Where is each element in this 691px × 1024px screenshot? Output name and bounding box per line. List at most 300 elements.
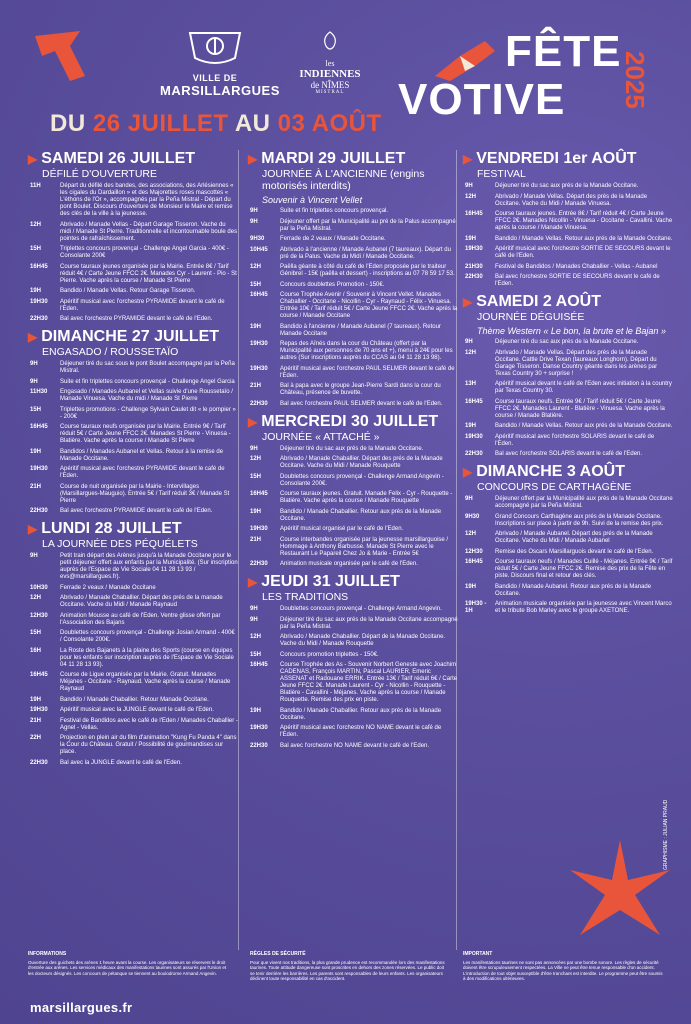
event-time: 12H xyxy=(250,634,262,640)
column-3 xyxy=(463,150,673,620)
crest-icon xyxy=(180,28,250,68)
svg-text:2025: 2025 xyxy=(620,51,650,109)
event-time: 9H xyxy=(465,183,473,189)
event-row xyxy=(28,595,238,609)
event-row xyxy=(248,708,458,722)
day-title-text: JEUDI 31 JUILLET xyxy=(261,573,400,590)
footer-info xyxy=(28,952,228,976)
event-time: 22H30 xyxy=(30,316,48,322)
triangle-icon: ▶ xyxy=(463,465,473,479)
event-text: Doublettes concours provençal - Challenge Armand Angevin - Consolante 200€. xyxy=(280,473,444,487)
event-time: 16H45 xyxy=(30,263,48,270)
event-text: Abrivado / Manade Vellas. Départ des prés de la Manade Occitane. Cattle Drive Texan (taureaux Longhorn). Départ du Garage Tisseron. Danse Country géante dans les arènes par Texas Country 30 + surprise ! xyxy=(495,349,658,377)
event-time: 19H30 xyxy=(30,707,48,713)
event-row xyxy=(28,672,238,693)
year-vertical xyxy=(612,46,652,136)
triangle-icon: ▶ xyxy=(463,295,473,309)
event-row xyxy=(248,652,458,659)
event-row xyxy=(248,634,458,648)
event-time: 19H30 xyxy=(250,365,268,372)
event-row xyxy=(28,630,238,644)
day-title-text: DIMANCHE 3 AOÛT xyxy=(476,463,625,480)
event-time: 12H xyxy=(465,531,477,537)
event-row xyxy=(28,585,238,592)
event-row xyxy=(28,246,238,260)
event-row xyxy=(28,508,238,515)
arrow-icon xyxy=(30,26,90,86)
event-text: Bal avec l'orchestre PAUL SELMER devant le café de l'Eden. xyxy=(280,400,443,407)
event-row xyxy=(28,735,238,756)
event-row xyxy=(463,496,673,510)
event-row xyxy=(463,211,673,232)
event-text: Apéritif musical avec l'orchestre PYRAMIDE devant le café de l'Eden. xyxy=(60,298,225,312)
column-2 xyxy=(248,150,458,755)
event-time: 22H30 xyxy=(30,759,48,766)
event-text: Déjeuner offert par la Municipalité aux prés de la Manade Occitane accompagné par la Peña Mistral. xyxy=(495,496,673,509)
event-text: Apéritif musical devant le café de l'Eden avec initiation à la country par Texas Country 30. xyxy=(495,381,672,394)
event-time: 13H xyxy=(465,381,477,387)
day-vendredi-1 xyxy=(463,150,673,288)
event-time: 15H xyxy=(30,406,42,413)
day-jeudi-31 xyxy=(248,573,458,750)
day-title-text: LUNDI 28 JUILLET xyxy=(41,520,182,537)
footer-security-text: Pour que vivent nos traditions, la plus grande prudence est recommandée lors des manifestations taurines. Toute attitude dangereuse sont proscrites en dehors des zones réservées. Le public doit se tenir derrière les barrières. Les parents sont responsables de leurs enfants. Les organisateurs déclinent toute responsabilité en cas d'accident. xyxy=(250,959,445,982)
event-row xyxy=(463,434,673,448)
event-row xyxy=(28,316,238,323)
event-time: 16H45 xyxy=(250,662,268,668)
event-row xyxy=(28,707,238,714)
logo-line2: MARSILLARGUES xyxy=(160,83,280,98)
event-text: Suite et fin triplettes concours provençal - Challenge Angel Garcia xyxy=(60,378,235,385)
triangle-icon: ▶ xyxy=(28,152,38,166)
event-text: Abrivado / Manade Vellas - Départ Garage Tisseron. Vache du midi / Manade St Pierre. Traditionnelle et incontournable boule des pointes de rafraîchissement. xyxy=(60,221,238,242)
day-title xyxy=(463,293,673,311)
triangle-icon: ▶ xyxy=(28,330,38,344)
day-samedi-2 xyxy=(463,293,673,458)
event-time: 21H xyxy=(30,717,42,724)
graphisme-credit: GRAPHISME : JULIAN PRAUD xyxy=(663,799,669,870)
event-time: 12H xyxy=(30,595,42,601)
title-fete: FÊTE xyxy=(505,27,622,76)
event-row xyxy=(463,423,673,430)
event-row xyxy=(248,292,458,320)
event-time: 21H xyxy=(250,536,262,543)
footer-info-title: INFORMATIONS xyxy=(28,951,67,957)
event-text: Déjeuner tiré du sac aux prés de la Manade Occitane. xyxy=(280,445,424,452)
event-time: 10H30 xyxy=(30,584,48,591)
event-time: 19H30 xyxy=(465,433,483,440)
event-text: Abrivado / Manade Vellas. Départ des prés de la Manade Occitane. Vache du Midi / Manade Vinuesa. xyxy=(495,193,648,207)
event-time: 22H30 xyxy=(30,508,48,514)
event-time: 21H xyxy=(30,483,42,490)
event-row xyxy=(463,194,673,208)
event-time: 12H xyxy=(465,349,477,356)
event-time: 16H45 xyxy=(30,672,48,678)
day-title xyxy=(248,573,458,591)
day-lundi-28 xyxy=(28,520,238,767)
event-row xyxy=(463,399,673,420)
event-text: Animation Mousse au café de l'Eden. Ventre glisse offert par l'Association des Bajans xyxy=(60,612,221,626)
event-time: 19H30 xyxy=(250,526,268,532)
event-text: Course tauraux jeunes. Entrée 8€ / Tarif réduit 4€ / Carte Jeune FFCC 2€. Manades Nicollin - Vinuesa - Occitane - Cavallini. Vache après la course / Manade Vinuesa. xyxy=(495,211,673,231)
event-text: Bandidos / Manades Aubanel et Vellas. Retour à la remise de Manade Occitane. xyxy=(60,448,224,462)
event-row xyxy=(463,549,673,556)
event-row xyxy=(28,183,238,218)
event-time: 19H xyxy=(30,696,42,703)
event-time: 19H30 xyxy=(250,725,268,731)
event-row xyxy=(28,424,238,445)
day-subtitle-2: Souvenir à Vincent Vellet xyxy=(262,195,363,205)
event-time: 19H30 xyxy=(30,466,48,472)
event-time: 9H30 xyxy=(465,513,480,520)
event-text: Bandido / Manade Vellas. Retour aux prés de la Manade Occitane. xyxy=(495,235,673,242)
day-title xyxy=(248,150,458,168)
header xyxy=(0,0,691,150)
event-text: Abrivado / Manade Chaballier. Départ de la Manade Occitane. Vache du Midi / Manade Rouquette xyxy=(280,634,446,647)
event-time: 16H45 xyxy=(465,398,483,405)
event-time: 19H30 xyxy=(250,341,268,347)
event-time: 15H xyxy=(30,630,42,636)
event-time: 16H45 xyxy=(30,424,48,430)
event-text: Bandido / Manade Chaballier. Retour aux prés de la Manade Occitane. xyxy=(280,707,442,721)
event-text: Course tauraux jeunes. Gratuit. Manade Felix - Cyr - Rouquette - Blatière. Vache après la course / Manade Rouquette xyxy=(280,491,453,504)
event-row xyxy=(248,743,458,750)
event-row xyxy=(28,648,238,669)
event-time: 12H xyxy=(250,456,262,462)
event-text: Déjeuner tiré du sac aux prés de la Manade Occitane. xyxy=(495,339,639,345)
day-title-text: MARDI 29 JUILLET xyxy=(261,150,406,167)
column-divider xyxy=(238,150,239,950)
event-text: Remise des Oscars Marsillarguois devant le café de l'Eden. xyxy=(495,548,654,555)
event-text: Apéritif musical avec l'orchestre NO NAME devant le café de l'Eden. xyxy=(280,725,442,738)
event-text: Repas des Aînés dans la cour du Château (offert par la Municipalité aux personnes de 70 ans et +), menu à 24€ pour les autres (Sur inscriptions auprès du CCAS au 04 11 28 13 98). xyxy=(280,341,453,361)
event-time: 9H xyxy=(250,606,258,612)
event-time: 9H xyxy=(465,339,473,345)
event-text: Animation musicale organisée par le café de l'Eden. xyxy=(280,561,418,567)
event-text: Bal avec l'orchestre SORTIE DE SECOURS devant le café de l'Eden. xyxy=(495,274,660,287)
event-text: Déjeuner offert par la Municipalité au pré de la Palus accompagné par la Peña Mistral. xyxy=(280,218,456,232)
event-time: 9H30 xyxy=(250,236,265,242)
event-row xyxy=(463,559,673,580)
event-row xyxy=(463,274,673,288)
event-row xyxy=(248,247,458,261)
footer-important-text: Les manifestations taurines ne sont pas annoncées par une bombe sonore. Les règles de sécurité doivent être scrupuleusement respectées. La Ville ne peut être tenue responsable d'un accident. L'introduction de tout objet susceptible d'être tranchant est interdite. Le programme peut être soumis à des modifications ultérieures. xyxy=(463,959,663,982)
day-title-text: DIMANCHE 27 JUILLET xyxy=(41,328,220,345)
event-text: Doublettes concours provençal - Challenge Josian Armand - 400€ / Consolante 200€. xyxy=(60,630,235,643)
event-text: Abrivado / Manade Chaballier. Départ des prés de la manade Occitane. Vache du Midi / Manade Raynaud xyxy=(60,595,223,608)
event-time: 9H xyxy=(250,616,258,623)
event-time: 15H xyxy=(250,473,262,480)
day-samedi-26 xyxy=(28,150,238,323)
event-text: Bandido à l'ancienne / Manade Aubanel (7 taureaux). Retour Manade Occitane xyxy=(280,323,441,337)
event-row xyxy=(28,389,238,403)
event-text: Petit train départ des Arènes jusqu'à la Manade Occitane pour le petit déjeuner offert aux enfants par la Municipalité. (Sur inscription auprès de l'Espace de Vie Sociale 04 11 28 13 93 / evs@marsillargues.fr). xyxy=(60,553,238,580)
day-title xyxy=(28,520,238,538)
event-time: 19H30 - 1H xyxy=(465,601,487,614)
event-text: Ferrade 2 veaux / Manade Occitane xyxy=(60,584,156,591)
event-row xyxy=(248,236,458,243)
logo-indiennes[interactable] xyxy=(290,30,370,100)
event-time: 9H xyxy=(30,553,38,559)
column-1 xyxy=(28,150,238,772)
event-time: 10H45 xyxy=(250,246,268,253)
event-text: Course interbandes organisée par la jeunesse marsillarguoise / Hommage à Anthony Barbusse. Manade St Pierre avec le Restaurant Le Papareil Chez Jo & Marie - Entrée 5€ xyxy=(280,536,449,557)
event-time: 21H30 xyxy=(465,263,483,270)
event-row xyxy=(248,456,458,470)
event-row xyxy=(248,537,458,558)
event-time: 22H30 xyxy=(250,742,268,749)
day-subtitle: CONCOURS DE CARTHAGÈNE xyxy=(477,481,632,493)
event-time: 12H xyxy=(250,264,262,270)
event-row xyxy=(463,264,673,271)
event-text: Apéritif musical avec l'orchestre PYRAMIDE devant le café de l'Eden. xyxy=(60,466,225,479)
event-time: 11H30 xyxy=(30,389,48,395)
footer-important xyxy=(463,952,663,982)
event-text: Bal à papa avec le groupe Jean-Pierre Sardi dans la cour du Château, présence de buvette. xyxy=(280,383,441,396)
day-title xyxy=(28,328,238,346)
event-time: 22H30 xyxy=(465,274,483,280)
event-time: 19H30 xyxy=(465,246,483,252)
dates-au: AU xyxy=(228,110,278,137)
event-text: Course tauraux neufs. Entrée 9€ / Tarif réduit 5€ / Carte Jeune FFCC 2€. Manades Laurent - Blatière - Vinuesa. Vache après la course / Manade Blatière. xyxy=(495,398,665,419)
event-text: Bal avec l'orchestre PYRAMIDE devant le café de l'Eden. xyxy=(60,316,213,322)
event-time: 12H30 xyxy=(30,612,48,619)
event-row xyxy=(463,381,673,395)
dates-du: DU xyxy=(50,110,93,137)
event-row xyxy=(248,617,458,631)
event-row xyxy=(28,718,238,732)
event-row xyxy=(28,697,238,704)
day-subtitle: LA JOURNÉE DES PÉQUÉLETS xyxy=(42,538,198,550)
footer-important-title: IMPORTANT xyxy=(463,951,493,957)
event-time: 16H xyxy=(30,647,42,654)
day-subtitle: JOURNÉE À L'ANCIENNE (engins motorisés interdits) xyxy=(262,168,425,192)
event-text: Festival de Bandidos avec le café de l'Eden / Manades Chaballier - Agnel - Vellas. xyxy=(60,717,238,731)
event-row xyxy=(248,662,458,704)
event-text: Festival de Bandidos / Manades Chaballier - Vellas - Aubanel xyxy=(495,263,658,270)
event-time: 21H xyxy=(250,383,262,389)
event-time: 9H xyxy=(250,218,258,225)
event-text: Ferrade de 2 veaux / Manade Occitane. xyxy=(280,236,386,242)
event-text: Animation musicale organisée par la jeunesse avec Vincent Marco et le tribute Bob Marley avec le groupe AXETONE. xyxy=(495,601,672,614)
day-subtitle-2: Thème Western « Le bon, la brute et le Bajan » xyxy=(477,326,666,336)
day-subtitle: JOURNÉE DÉGUISÉE xyxy=(477,311,585,323)
event-time: 19H xyxy=(30,448,42,455)
day-dimanche-27 xyxy=(28,328,238,515)
event-time: 9H xyxy=(250,208,258,214)
event-time: 19H xyxy=(250,323,262,330)
event-row xyxy=(28,466,238,480)
indiennes-line1: INDIENNES xyxy=(299,68,361,80)
indiennes-line2: de NÎMES xyxy=(310,80,350,90)
event-row xyxy=(248,509,458,523)
event-time: 19H xyxy=(250,508,262,515)
day-subtitle: FESTIVAL xyxy=(477,168,526,180)
event-row xyxy=(248,401,458,408)
triangle-icon: ▶ xyxy=(463,152,473,166)
event-text: Déjeuner tiré du sac sous le pont Boulet accompagné par la Peña Mistral. xyxy=(60,361,235,374)
event-row xyxy=(463,584,673,598)
event-text: Triplettes promotions - Challenge Sylvain Caulet dit « le pompier » - 200€ xyxy=(60,406,236,420)
day-title xyxy=(248,413,458,431)
event-time: 12H xyxy=(465,193,477,200)
event-text: Bandido / Manade Chaballier. Retour aux prés de la Manade Occitane. xyxy=(280,508,442,522)
event-text: Déjeuner tiré du sac aux prés de la Manade Occitane accompagné par la Peña Mistral. xyxy=(280,616,458,630)
event-time: 19H xyxy=(465,423,477,429)
event-row xyxy=(463,236,673,243)
event-time: 16H45 xyxy=(250,491,268,497)
event-time: 16H45 xyxy=(465,559,483,565)
event-text: Abrivado / Manade Chaballier. Départ des prés de la Manade Occitane. Vache du Midi / Manade Rouquette xyxy=(280,456,443,469)
event-text: Course tauraux neufs organisée par la Mairie. Entrée 9€ / Tarif réduit 5€ / Carte Jeune FFCC 2€. Manades St Pierre - Vinuesa - Blatière. Vache après la course / Manade St Pierre xyxy=(60,424,231,444)
triangle-icon: ▶ xyxy=(248,152,258,166)
event-row xyxy=(248,341,458,362)
event-time: 22H30 xyxy=(465,451,483,457)
dates-end: 03 AOÛT xyxy=(277,110,382,137)
event-row xyxy=(463,246,673,260)
day-title-text: SAMEDI 2 AOÛT xyxy=(476,293,601,310)
event-row xyxy=(248,282,458,289)
event-row xyxy=(463,531,673,545)
event-row xyxy=(28,379,238,386)
event-text: Apéritif musical organisé par le café de l'Eden. xyxy=(280,526,404,532)
event-text: Abrivado / Manade Aubanel. Départ des prés de la Manade Occitane. Vache du Midi / Manade Aubanel xyxy=(495,531,653,544)
event-text: Apéritif musical avec l'orchestre PAUL SELMER devant le café de l'Eden. xyxy=(280,365,455,379)
event-row xyxy=(248,561,458,568)
event-text: Projection en plein air du film d'animation "Kung Fu Panda 4" dans la Cour du Château. Gratuit / Possibilité de gourmandises sur place. xyxy=(60,735,237,755)
event-text: Course tauraux neufs / Manades Cuillé - Méjanes. Entrée 9€ / Tarif réduit 5€ / Carte Jeune FFCC 2€. Remise des prix de la Fête en piste. Discours final et retour des clés. xyxy=(495,559,673,579)
event-row xyxy=(248,474,458,488)
event-text: Apéritif musical avec l'orchestre SORTIE DE SECOURS devant le café de l'Eden. xyxy=(495,246,671,259)
event-time: 11H xyxy=(30,183,41,189)
event-row xyxy=(248,491,458,505)
logo-marsillargues[interactable] xyxy=(160,28,280,98)
starburst-icon xyxy=(560,830,680,950)
event-row xyxy=(463,339,673,346)
event-row xyxy=(28,613,238,627)
event-text: Déjeuner tiré du sac aux prés de la Manade Occitane. xyxy=(495,183,639,189)
event-row xyxy=(28,361,238,375)
event-row xyxy=(28,264,238,285)
day-mardi-29 xyxy=(248,150,458,408)
event-text: Suite et fin triplettes concours provençal. xyxy=(280,208,389,214)
event-row xyxy=(28,299,238,313)
event-time: 19H xyxy=(30,288,42,294)
event-time: 15H xyxy=(250,651,262,658)
event-time: 15H xyxy=(250,281,262,288)
day-subtitle: LES TRADITIONS xyxy=(262,591,349,603)
event-time: 19H xyxy=(465,583,477,590)
day-title xyxy=(463,463,673,481)
event-text: Course de Ligue organisée par la Mairie. Gratuit. Manades Méjanes - Occitane - Raynaud. Vache après la course / Manade Raynaud xyxy=(60,672,231,692)
event-text: Bal avec l'orchestre NO NAME devant le café de l'Eden. xyxy=(280,742,430,749)
event-text: Apéritif musical avec la JUNGLE devant le café de l'Eden. xyxy=(60,707,214,713)
website-link[interactable]: marsillargues.fr xyxy=(30,1000,133,1015)
triangle-icon: ▶ xyxy=(248,414,258,429)
event-time: 12H xyxy=(30,221,42,228)
event-time: 12H30 xyxy=(465,548,483,555)
footer-info-text: Ouverture des guichets des arènes 1 heure avant la course. Les organisateurs se réservent le droit d'entrée aux arènes. Les services médicaux des manifestations taurines sont assurés par l'Union et les docteurs désignés. Les concours de pétanque se tiennent au boulodrome Armand Angevin. xyxy=(28,959,227,976)
event-row xyxy=(463,601,673,615)
event-text: Abrivado à l'ancienne / Manade Aubanel (7 taureaux). Départ du pré de la Palus. Vache du Midi / Manade Occitane. xyxy=(280,246,451,260)
event-row xyxy=(28,288,238,295)
event-row xyxy=(248,725,458,739)
event-time: 22H30 xyxy=(250,561,268,567)
event-time: 9H xyxy=(30,378,38,385)
event-row xyxy=(248,264,458,278)
event-row xyxy=(28,760,238,767)
footer-security xyxy=(250,952,450,982)
triangle-icon: ▶ xyxy=(28,522,38,536)
event-time: 16H45 xyxy=(250,292,268,298)
event-text: Course tauraux jeunes organisée par la Mairie. Entrée 8€ / Tarif réduit 4€ / Carte Jeune FFCC 2€. Manades Cyr - Laurent - Pio - St Pierre. Vache après la course / Manade St Pierre xyxy=(60,263,237,284)
event-text: Paëlla géante à côté du café de l'Eden proposée par le traiteur Génibrel - 15€ (paëlla et dessert) - inscriptions au 07 78 59 17 53. xyxy=(280,264,455,277)
event-time: 19H xyxy=(465,235,477,242)
event-text: Concours doublettes Promotion - 150€. xyxy=(280,281,385,288)
title-votive: VOTIVE xyxy=(398,75,566,124)
event-row xyxy=(28,484,238,505)
event-text: Bal avec la JUNGLE devant le café de l'Eden. xyxy=(60,759,182,766)
indiennes-emblem-icon xyxy=(320,30,340,54)
event-time: 19H xyxy=(250,707,262,714)
day-title-text: MERCREDI 30 JUILLET xyxy=(261,412,439,430)
event-time: 16H45 xyxy=(465,211,483,217)
day-title xyxy=(28,150,238,168)
day-subtitle: JOURNÉE « ATTACHÉ » xyxy=(262,430,380,443)
event-row xyxy=(463,451,673,458)
event-row xyxy=(248,383,458,397)
event-row xyxy=(248,219,458,233)
event-row xyxy=(28,553,238,581)
event-time: 19H30 xyxy=(30,298,48,305)
event-text: Engasado / Manades Aubanel et Vellas suivie d'une Roussetaïo / Manade Vinuesa. Vache du midi / Manade St Pierre xyxy=(60,389,233,402)
event-row xyxy=(248,324,458,338)
event-time: 9H xyxy=(30,361,38,367)
event-text: Course Trophée Avenir / Souvenir à Vincent Vellet. Manades Chaballier - Occitane - Nicollin - Cyr - Raynaud - Félix - Vinuesa. Entrée 10€ / Tarif réduit 5€ / Carte Jeune FFCC 2€. Vache après la course / Manade Occitane xyxy=(280,292,458,319)
event-text: La Roste des Bajanets à la plaine des Sports (course en équipes pour les enfants sur inscription auprès de l'Espace de Vie Sociale 04 11 28 13 93). xyxy=(60,647,234,668)
dates-range xyxy=(50,110,382,138)
day-dimanche-3 xyxy=(463,463,673,615)
day-subtitle: DÉFILÉ D'OUVERTURE xyxy=(42,168,157,180)
event-text: Course Trophée des As - Souvenir Norbert Geneste avec Joachim CADENAS, François MARTIN, Pascal LAURIER, Emeric ASSENAT et Radouane ERRIK. Entrée 13€ / Tarif réduit 6€ / Carte Jeune FFCC 2€. Manade Laurent - Cyr - Nicollin - Rouquette - Blatière - Cavallini - Méjanes. Vache après la course / Manade Rouquette. Remise des prix en piste. xyxy=(280,662,458,703)
event-text: Bandido / Manade Vellas. Retour Garage Tisseron. xyxy=(60,288,196,294)
event-time: 9H xyxy=(250,445,258,452)
event-text: Grand Concours Carthagène aux prés de la Manade Occitane. Inscriptions sur place à partir de 9h. Suivi de la remise des prix. xyxy=(495,513,664,527)
logo-line1: VILLE DE xyxy=(192,73,238,83)
triangle-icon: ▶ xyxy=(248,575,258,589)
event-text: Bandido / Manade Aubanel. Retour aux prés de la Manade Occitane. xyxy=(495,583,652,597)
event-text: Bal avec l'orchestre PYRAMIDE devant le café de l'Eden. xyxy=(60,508,213,514)
event-row xyxy=(248,208,458,215)
event-row xyxy=(248,606,458,613)
event-row xyxy=(28,407,238,421)
dates-start: 26 JUILLET xyxy=(92,110,229,137)
event-row xyxy=(248,366,458,380)
event-time: 22H30 xyxy=(250,400,268,407)
event-text: Concours promotion triplettes - 150€. xyxy=(280,651,379,658)
event-text: Course de nuit organisée par la Mairie - Intervillages (Marsillargues-Mauguio). Entrée 5€ / Tarif réduit 3€ / Manade St Pierre xyxy=(60,483,230,504)
event-row xyxy=(463,514,673,528)
event-time: 9H xyxy=(465,496,473,502)
event-row xyxy=(248,446,458,453)
day-title xyxy=(463,150,673,168)
event-text: Apéritif musical avec l'orchestre SOLARIS devant le café de l'Eden. xyxy=(495,433,655,447)
event-row xyxy=(28,222,238,243)
day-title-text: SAMEDI 26 JUILLET xyxy=(41,150,196,167)
event-text: Bandido / Manade Chaballier. Retour Manade Occitane. xyxy=(60,696,209,703)
event-row xyxy=(463,350,673,378)
indiennes-line3: MISTRAL xyxy=(315,90,345,95)
